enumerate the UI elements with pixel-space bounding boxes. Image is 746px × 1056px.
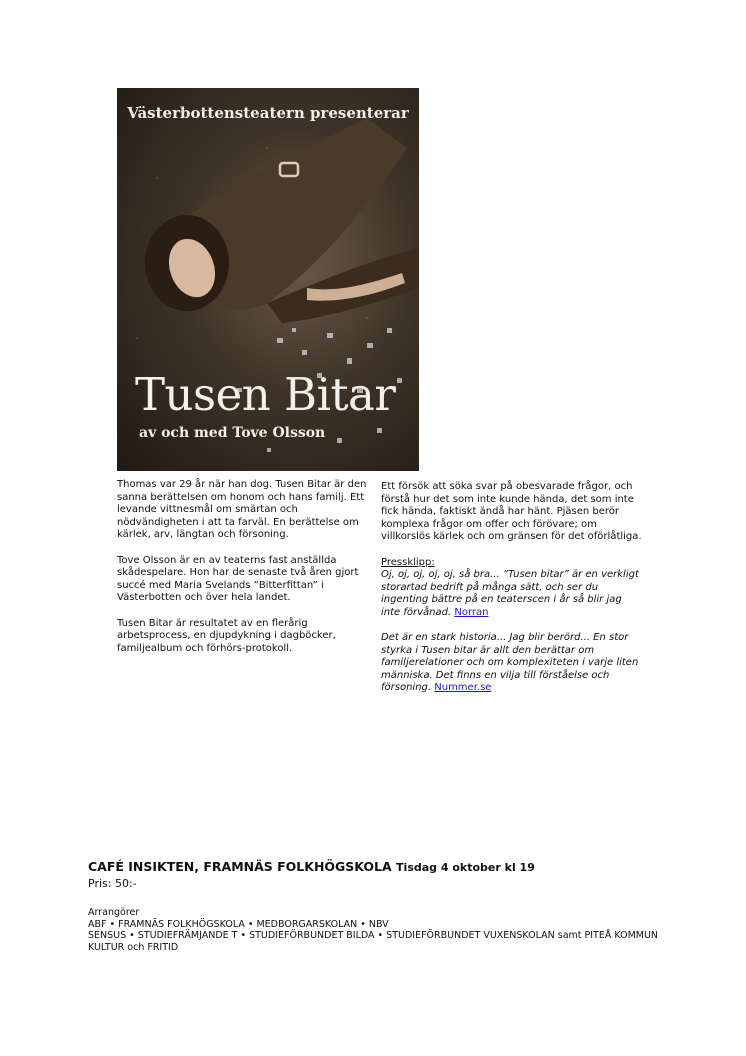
poster-credit: av och med Tove Olsson [139, 425, 326, 441]
norran-link[interactable]: Norran [454, 606, 489, 618]
paragraph: Tusen Bitar är resultatet av en flerårig arbetsprocess, en djupdykning i dagböcker, familjealbum och förhörs-protokoll. [117, 617, 336, 654]
paragraph: Ett försök att söka svar på obesvarade frågor, och förstå hur det som inte kunde hända, det som inte fick hända, faktiskt ändå har hänt. Pjäsen berör komplexa frågor om offer och förövare; om villkorslös kärlek och om gränsen för det oförlåtliga. [381, 481, 642, 542]
left-column [117, 479, 375, 668]
organizers-line: ABF • FRAMNÄS FOLKHÖGSKOLA • MEDBORGARSKOLAN • NBV [88, 918, 389, 930]
event-price: Pris: 50:- [88, 877, 137, 890]
paragraph: Thomas var 29 år när han dog. Tusen Bitar är den sanna berättelsen om honom och hans familj. Ett levande vittnesmål om smärtan och nödvändigheten i att ta farväl. En berättelse om kärlek, arv, längtan och försoning. [117, 479, 367, 540]
event-line [88, 859, 535, 874]
poster-image [117, 88, 419, 471]
organizers-line: SENSUS • STUDIEFRÄMJANDE T • STUDIEFÖRBUNDET BILDA • STUDIEFÖRBUNDET VUXENSKOLAN samt PITEÅ KOMMUN KULTUR och FRITID [88, 930, 659, 953]
right-column [381, 481, 643, 708]
organizers-heading: Arrangörer [88, 907, 140, 918]
organizers [88, 907, 688, 953]
paragraph: Tove Olsson är en av teaterns fast anställda skådespelare. Hon har de senaste två åren gjort succé med Maria Svelands ”Bitterfittan” i Västerbotten och över hela landet. [117, 554, 359, 603]
event-venue: CAFÉ INSIKTEN, FRAMNÄS FOLKHÖGSKOLA [88, 859, 392, 874]
press-quote [381, 632, 643, 695]
poster-presenter: Västerbottensteatern presenterar [127, 104, 409, 122]
press-quote [381, 569, 643, 619]
press-heading: Pressklipp: [381, 556, 435, 568]
quote-text: Det är en stark historia... Jag blir berörd... En stor styrka i Tusen bitar är allt den berättar om familjerelationer och om komplexiteten i varje liten människa. Det finns en vilja till förståelse och försoning. [381, 632, 639, 693]
quote-text: Oj, oj, oj, oj, oj, så bra... ”Tusen bitar” är en verkligt storartad bedrift på många sätt, och ser du ingenting bättre på en teaterscen i år så blir jag inte förvånad. [381, 569, 639, 618]
nummer-link[interactable]: Nummer.se [434, 682, 492, 693]
event-date: Tisdag 4 oktober kl 19 [396, 861, 535, 874]
poster-title: Tusen Bitar [135, 368, 396, 421]
